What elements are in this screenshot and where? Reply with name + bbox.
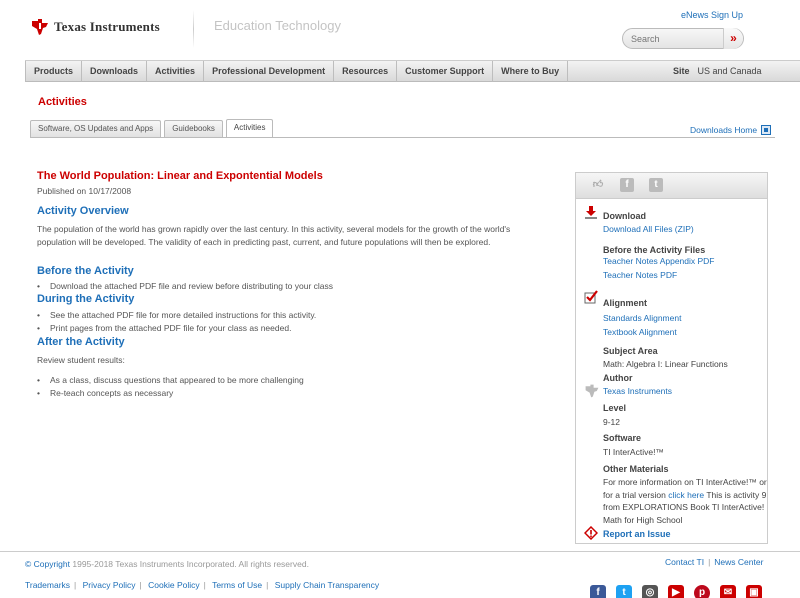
section-name: Education Technology — [214, 18, 341, 33]
tab-bar — [30, 120, 276, 138]
nav-resources[interactable]: Resources — [334, 61, 397, 82]
overview-text: The population of the world has grown rapidly over the last century. In this activity, several models for the growth of the world's population will be developed. The validity of each in predicting past, current, and future populations will then be explored. — [37, 224, 511, 247]
after-intro: Review student results: — [37, 355, 125, 365]
main-nav — [25, 60, 800, 82]
blog-icon[interactable]: ✉ — [720, 585, 736, 598]
list-item: • As a class, discuss questions that appeared to be more challenging — [37, 374, 537, 387]
supply-chain-link[interactable]: Supply Chain Transparency — [274, 580, 380, 590]
list-item: • Print pages from the attached PDF file for your class as needed. — [37, 322, 537, 335]
footer-social-icons — [590, 585, 772, 598]
report-issue-link[interactable]: Report an Issue — [603, 529, 671, 539]
site-selector[interactable] — [673, 61, 762, 82]
site-label: Site — [673, 66, 690, 76]
checkbox-icon — [584, 290, 598, 304]
ti-author-icon — [584, 383, 600, 399]
trademarks-link[interactable]: Trademarks — [25, 580, 71, 590]
list-item: • Download the attached PDF file and review before distributing to your class — [37, 280, 537, 293]
site-header — [0, 0, 800, 60]
subject-value: Math: Algebra I: Linear Functions — [603, 359, 728, 369]
search-box — [622, 28, 744, 49]
software-value: TI InterActive!™ — [603, 447, 664, 457]
author-heading: Author — [603, 373, 633, 383]
downloads-home-label: Downloads Home — [690, 125, 758, 135]
footer-right-links: Contact TI | News Center — [665, 557, 764, 567]
home-icon — [761, 125, 771, 135]
nav-products[interactable]: Products — [25, 61, 82, 82]
download-icon — [584, 205, 598, 219]
tab-software[interactable]: Software, OS Updates and Apps — [30, 120, 161, 137]
pinterest-icon[interactable]: p — [694, 585, 710, 598]
social-share-bar — [576, 173, 767, 199]
software-heading: Software — [603, 433, 642, 443]
ti-logo[interactable] — [30, 17, 160, 37]
news-center-link[interactable]: News Center — [714, 557, 764, 567]
activity-sidebar — [575, 172, 768, 544]
footer-links: Trademarks | Privacy Policy | Cookie Policy | Terms of Use | Supply Chain Transparency — [25, 580, 380, 590]
footer-divider — [0, 551, 800, 552]
tab-guidebooks[interactable]: Guidebooks — [164, 120, 223, 137]
activity-content — [37, 170, 537, 400]
ti-logo-icon — [30, 17, 50, 37]
author-link[interactable]: Texas Instruments — [603, 386, 672, 396]
instagram-icon[interactable]: ◎ — [642, 585, 658, 598]
contact-ti-link[interactable]: Contact TI — [665, 557, 705, 567]
click-here-link[interactable]: click here — [668, 489, 705, 500]
before-files-heading: Before the Activity Files — [603, 245, 706, 255]
ti-channel-icon[interactable]: ▣ — [746, 585, 762, 598]
list-item: • See the attached PDF file for more detailed instructions for this activity. — [37, 309, 537, 322]
after-heading: After the Activity — [37, 336, 125, 348]
page-title: Activities — [38, 96, 87, 108]
cookie-policy-link[interactable]: Cookie Policy — [148, 580, 200, 590]
enews-signup-link[interactable]: eNews Sign Up — [680, 10, 743, 20]
warning-icon — [584, 526, 598, 540]
nav-professional-development[interactable]: Professional Development — [204, 61, 334, 82]
alignment-heading: Alignment — [603, 298, 647, 308]
tab-underline — [30, 137, 775, 138]
site-value: US and Canada — [697, 66, 762, 76]
during-heading: During the Activity — [37, 293, 135, 305]
nav-where-to-buy[interactable]: Where to Buy — [493, 61, 568, 82]
nav-activities[interactable]: Activities — [147, 61, 204, 82]
download-heading: Download — [603, 211, 646, 221]
nav-downloads[interactable]: Downloads — [82, 61, 147, 82]
level-value: 9-12 — [603, 417, 621, 427]
search-button[interactable]: » — [723, 28, 743, 49]
header-divider — [193, 10, 194, 48]
level-heading: Level — [603, 403, 627, 413]
other-materials-heading: Other Materials — [603, 464, 669, 474]
facebook-icon[interactable]: f — [590, 585, 606, 598]
privacy-policy-link[interactable]: Privacy Policy — [82, 580, 136, 590]
standards-alignment-link[interactable]: Standards Alignment — [603, 313, 682, 323]
overview-heading: Activity Overview — [37, 205, 129, 217]
teacher-notes-appendix-link[interactable]: Teacher Notes Appendix PDF — [603, 256, 715, 266]
youtube-icon[interactable]: ▶ — [668, 585, 684, 598]
copyright-link[interactable]: © Copyright — [25, 559, 71, 569]
subject-heading: Subject Area — [603, 346, 658, 356]
published-date: Published on 10/17/2008 — [37, 186, 132, 196]
downloads-home-link[interactable] — [690, 125, 771, 135]
before-heading: Before the Activity — [37, 265, 134, 277]
tab-activities[interactable]: Activities — [226, 119, 274, 138]
facebook-icon[interactable]: f — [620, 178, 634, 192]
other-materials-text: For more information on TI InterActive!™ or for a trial version click here This is activity 9 from EXPLORATIONS Book TI InterActive! Math for High School — [603, 477, 767, 525]
search-input[interactable] — [631, 32, 721, 46]
twitter-icon[interactable]: t — [616, 585, 632, 598]
copyright: © Copyright 1995-2018 Texas Instruments Incorporated. All rights reserved. — [25, 559, 309, 569]
download-all-link[interactable]: Download All Files (ZIP) — [603, 224, 694, 234]
terms-of-use-link[interactable]: Terms of Use — [212, 580, 263, 590]
twitter-icon[interactable]: t — [649, 178, 663, 192]
activity-title: The World Population: Linear and Expontential Models — [37, 170, 323, 182]
brand-name: Texas Instruments — [54, 19, 160, 34]
textbook-alignment-link[interactable]: Textbook Alignment — [603, 327, 677, 337]
like-icon[interactable]: 👍︎ — [592, 179, 604, 190]
list-item: • Re-teach concepts as necessary — [37, 387, 537, 400]
nav-customer-support[interactable]: Customer Support — [397, 61, 493, 82]
teacher-notes-link[interactable]: Teacher Notes PDF — [603, 270, 678, 280]
